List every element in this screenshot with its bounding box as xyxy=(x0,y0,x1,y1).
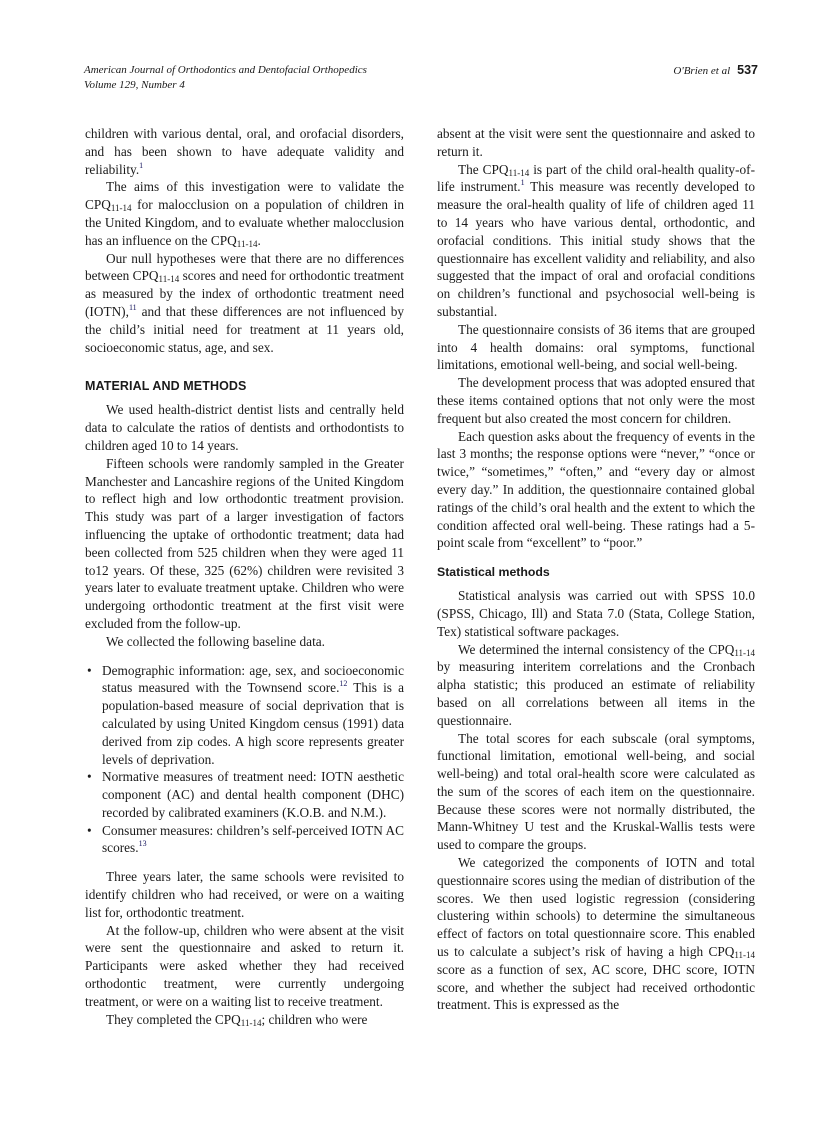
paragraph: Our null hypotheses were that there are no differences between $CPQ_{11-14}$ scores and need for orthodontic treatment as measured by the index of orthodontic treatment need (IOTN),$^{11}$ and that these differences are not influenced by the child’s initial need for treatment at 11 years old, socioeconomic status, age, and sex. xyxy=(85,250,404,355)
paragraph: Fifteen schools were randomly sampled in the Greater Manchester and Lancashire regions of the United Kingdom to reflect high and low orthodontic treatment provision. This study was part of a larger investigation of factors influencing the uptake of orthodontic treatment; data had been collected from 525 children when they were aged 11 to12 years. Of these, 325 (62%) children were revisited 3 years later to evaluate treatment uptake. Children who were undergoing orthodontic treatment at the first visit were excluded from the follow-up. xyxy=(85,455,404,631)
section-heading: MATERIAL AND METHODS xyxy=(85,379,247,394)
reference-link[interactable]: 1 xyxy=(139,160,144,170)
subsection-heading: Statistical methods xyxy=(437,565,550,580)
paragraph: children with various dental, oral, and orofacial disorders, and has been shown to have adequate validity and reliability.$^1$ xyxy=(85,126,404,177)
paragraph: Statistical analysis was carried out with SPSS 10.0 (SPSS, Chicago, Ill) and Stata 7.0 (Stata, College Station, Tex) statistical software packages. xyxy=(437,588,755,639)
authors: O'Brien et al xyxy=(673,65,731,77)
paragraph: We categorized the components of IOTN and total questionnaire scores using the median of distribution of the scores. We then used logistic regression (considering clustering within schools) to determine the simultaneous effect of factors on total questionnaire score. This enabled us to calculate a subject’s risk of having a high $CPQ_{11-14}$ score as a function of sex, AC score, DHC score, IOTN score, and whether the subject had received orthodontic treatment. This is expressed as the xyxy=(437,855,755,1013)
journal-volume: Volume 129, Number 4 xyxy=(84,79,185,91)
paragraph: We collected the following baseline data. xyxy=(106,633,325,649)
paragraph: We used health-district dentist lists and centrally held data to calculate the ratios of dentists and orthodontists to children aged 10 to 14 years. xyxy=(85,402,404,453)
left-column xyxy=(85,125,404,1028)
paragraph: The $CPQ_{11-14}$ is part of the child oral-health quality-of-life instrument.$^1$ This measure was recently developed to measure the oral-health quality of life of children aged 11 to 14 years who have various dental, orthodontic, and orofacial conditions. This initial study shows that the questionnaire has excellent validity and reliability, and also suggested that the impact of oral and orofacial conditions on children’s functional and psychosocial well-being is substantial. xyxy=(437,161,755,319)
reference-link[interactable]: 13 xyxy=(138,839,147,849)
reference-link[interactable]: 12 xyxy=(339,679,348,689)
bullet-icon: • xyxy=(87,769,92,785)
right-column xyxy=(437,125,755,1014)
paragraph: They completed the $CPQ_{11-14}$; children who were xyxy=(106,1011,368,1028)
page-info xyxy=(673,63,758,79)
paragraph: The questionnaire consists of 36 items that are grouped into 4 health domains: oral symptoms, functional limitations, emotional well-being, and social well-being. xyxy=(437,321,755,373)
paragraph: The development process that was adopted ensured that these items contained options that not only were the most frequent but also created the most concern for children. xyxy=(437,375,755,426)
paragraph: Three years later, the same schools were revisited to identify children who had received, or were on a waiting list for, orthodontic treatment. xyxy=(85,869,404,920)
list-item: • Normative measures of treatment need: IOTN aesthetic component (AC) and dental health component (DHC) recorded by calibrated examiners (K.O.B. and N.M.). xyxy=(87,769,404,820)
paragraph: Each question asks about the frequency of events in the last 3 months; the response options were “never,” “once or twice,” “sometimes,” “often,” and “every day or almost every day.” In addition, the questionnaire contained global ratings of the child’s oral health and the extent to which the condition affected oral well-being. These ratings had a 5-point scale from “excellent” to “poor.” xyxy=(437,428,755,551)
journal-info xyxy=(84,63,367,93)
reference-link[interactable]: 11 xyxy=(128,302,137,312)
bullet-icon: • xyxy=(87,822,92,838)
paragraph: The total scores for each subscale (oral symptoms, functional limitation, emotional well-being, and social well-being) and total oral-health score were calculated as the sum of the scores of each item on the questionnaire. Because these scores were not normally distributed, the Mann-Whitney U test and the Kruskal-Wallis tests were used to compare the groups. xyxy=(437,730,755,853)
running-head xyxy=(84,63,758,97)
baseline-data-list xyxy=(85,662,404,858)
list-item: • Demographic information: age, sex, and socioeconomic status measured with the Townsend score.$^{12}$ This is a population-based measure of social deprivation that is calculated by using United Kingdom census (1991) data derived from zip codes. A high score represents greater levels of deprivation. xyxy=(87,662,404,767)
reference-link[interactable]: 1 xyxy=(520,178,525,188)
bullet-icon: • xyxy=(87,662,92,678)
journal-title: American Journal of Orthodontics and Dentofacial Orthopedics xyxy=(84,64,367,76)
paragraph: At the follow-up, children who were absent at the visit were sent the questionnaire and asked to return it. Participants were asked whether they had received orthodontic treatment, were currently undergoing treatment, or were on a waiting list to receive treatment. xyxy=(85,922,404,1009)
paragraph: The aims of this investigation were to validate the $CPQ_{11-14}$ for malocclusion on a population of children in the United Kingdom, and to evaluate whether malocclusion has an influence on the $CPQ_{11-14}$. xyxy=(85,179,404,249)
page-number: 537 xyxy=(737,63,758,77)
paragraph: We determined the internal consistency of the $CPQ_{11-14}$ by measuring interitem correlations and the Cronbach alpha statistic; this produced an estimate of reliability based on all correlations between all items in the questionnaire. xyxy=(437,641,755,728)
paragraph: absent at the visit were sent the questionnaire and asked to return it. xyxy=(437,126,755,159)
list-item: • Consumer measures: children’s self-perceived IOTN AC scores.$^{13}$ xyxy=(87,822,404,856)
